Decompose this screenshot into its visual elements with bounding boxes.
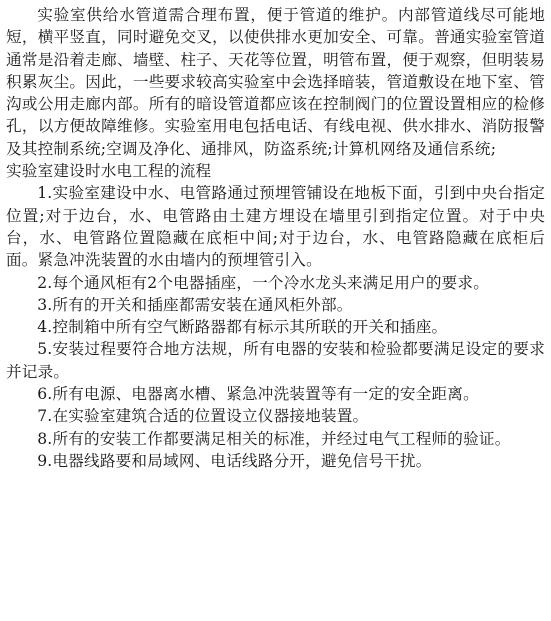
list-item-8: 8.所有的安装工作都要满足相关的标准，并经过电气工程师的验证。 — [37, 429, 511, 448]
list-item-4: 4.控制箱中所有空气断路器都有标示其所联的开关和插座。 — [37, 318, 448, 337]
list-item-1: 1.实验室建设中水、电管路通过预埋管铺设在地板下面，引到中央台指定位置;对于边台，水、电管路由土建方埋设在墙里引到指定位置。对于中央台，水、电管路位置隐藏在底柜中间;对于边台，水、电管路隐藏在底柜后面。紧急冲洗装置的水由墙内的预埋管引入。 — [6, 184, 545, 270]
list-item-2: 2.每个通风柜有2个电器插座，一个冷水龙头来满足用户的要求。 — [37, 273, 490, 292]
document-body — [6, 4, 545, 472]
list-item-5: 5.安装过程要符合地方法规，所有电器的安装和检验都要满足设定的要求并记录。 — [6, 340, 545, 381]
intro-paragraph: 实验室供给水管道需合理布置，便于管道的维护。内部管道线尽可能地短，横平竖直，同时避免交叉，以使供排水更加安全、可靠。普通实验室管道通常是沿着走廊、墙壁、柱子、天花等位置，明管布置，便于观察，但明装易积累灰尘。因此，一些要求较高实验室中会选择暗装，管道敷设在地下室、管沟或公用走廊内部。所有的暗设管道都应该在控制阀门的位置设置相应的检修孔，以方便故障维修。实验室用电包括电话、有线电视、供水排水、消防报警及其控制系统;空调及净化、通排风，防盗系统;计算机网络及通信系统; — [6, 6, 545, 158]
list-item-7: 7.在实验室建筑合适的位置设立仪器接地装置。 — [37, 407, 369, 426]
list-item-9: 9.电器线路要和局域网、电话线路分开，避免信号干扰。 — [37, 451, 432, 470]
list-item-6: 6.所有电源、电器离水槽、紧急冲洗装置等有一定的安全距离。 — [37, 385, 479, 404]
list-item-3: 3.所有的开关和插座都需安装在通风柜外部。 — [37, 295, 353, 314]
section-heading: 实验室建设时水电工程的流程 — [6, 162, 212, 181]
